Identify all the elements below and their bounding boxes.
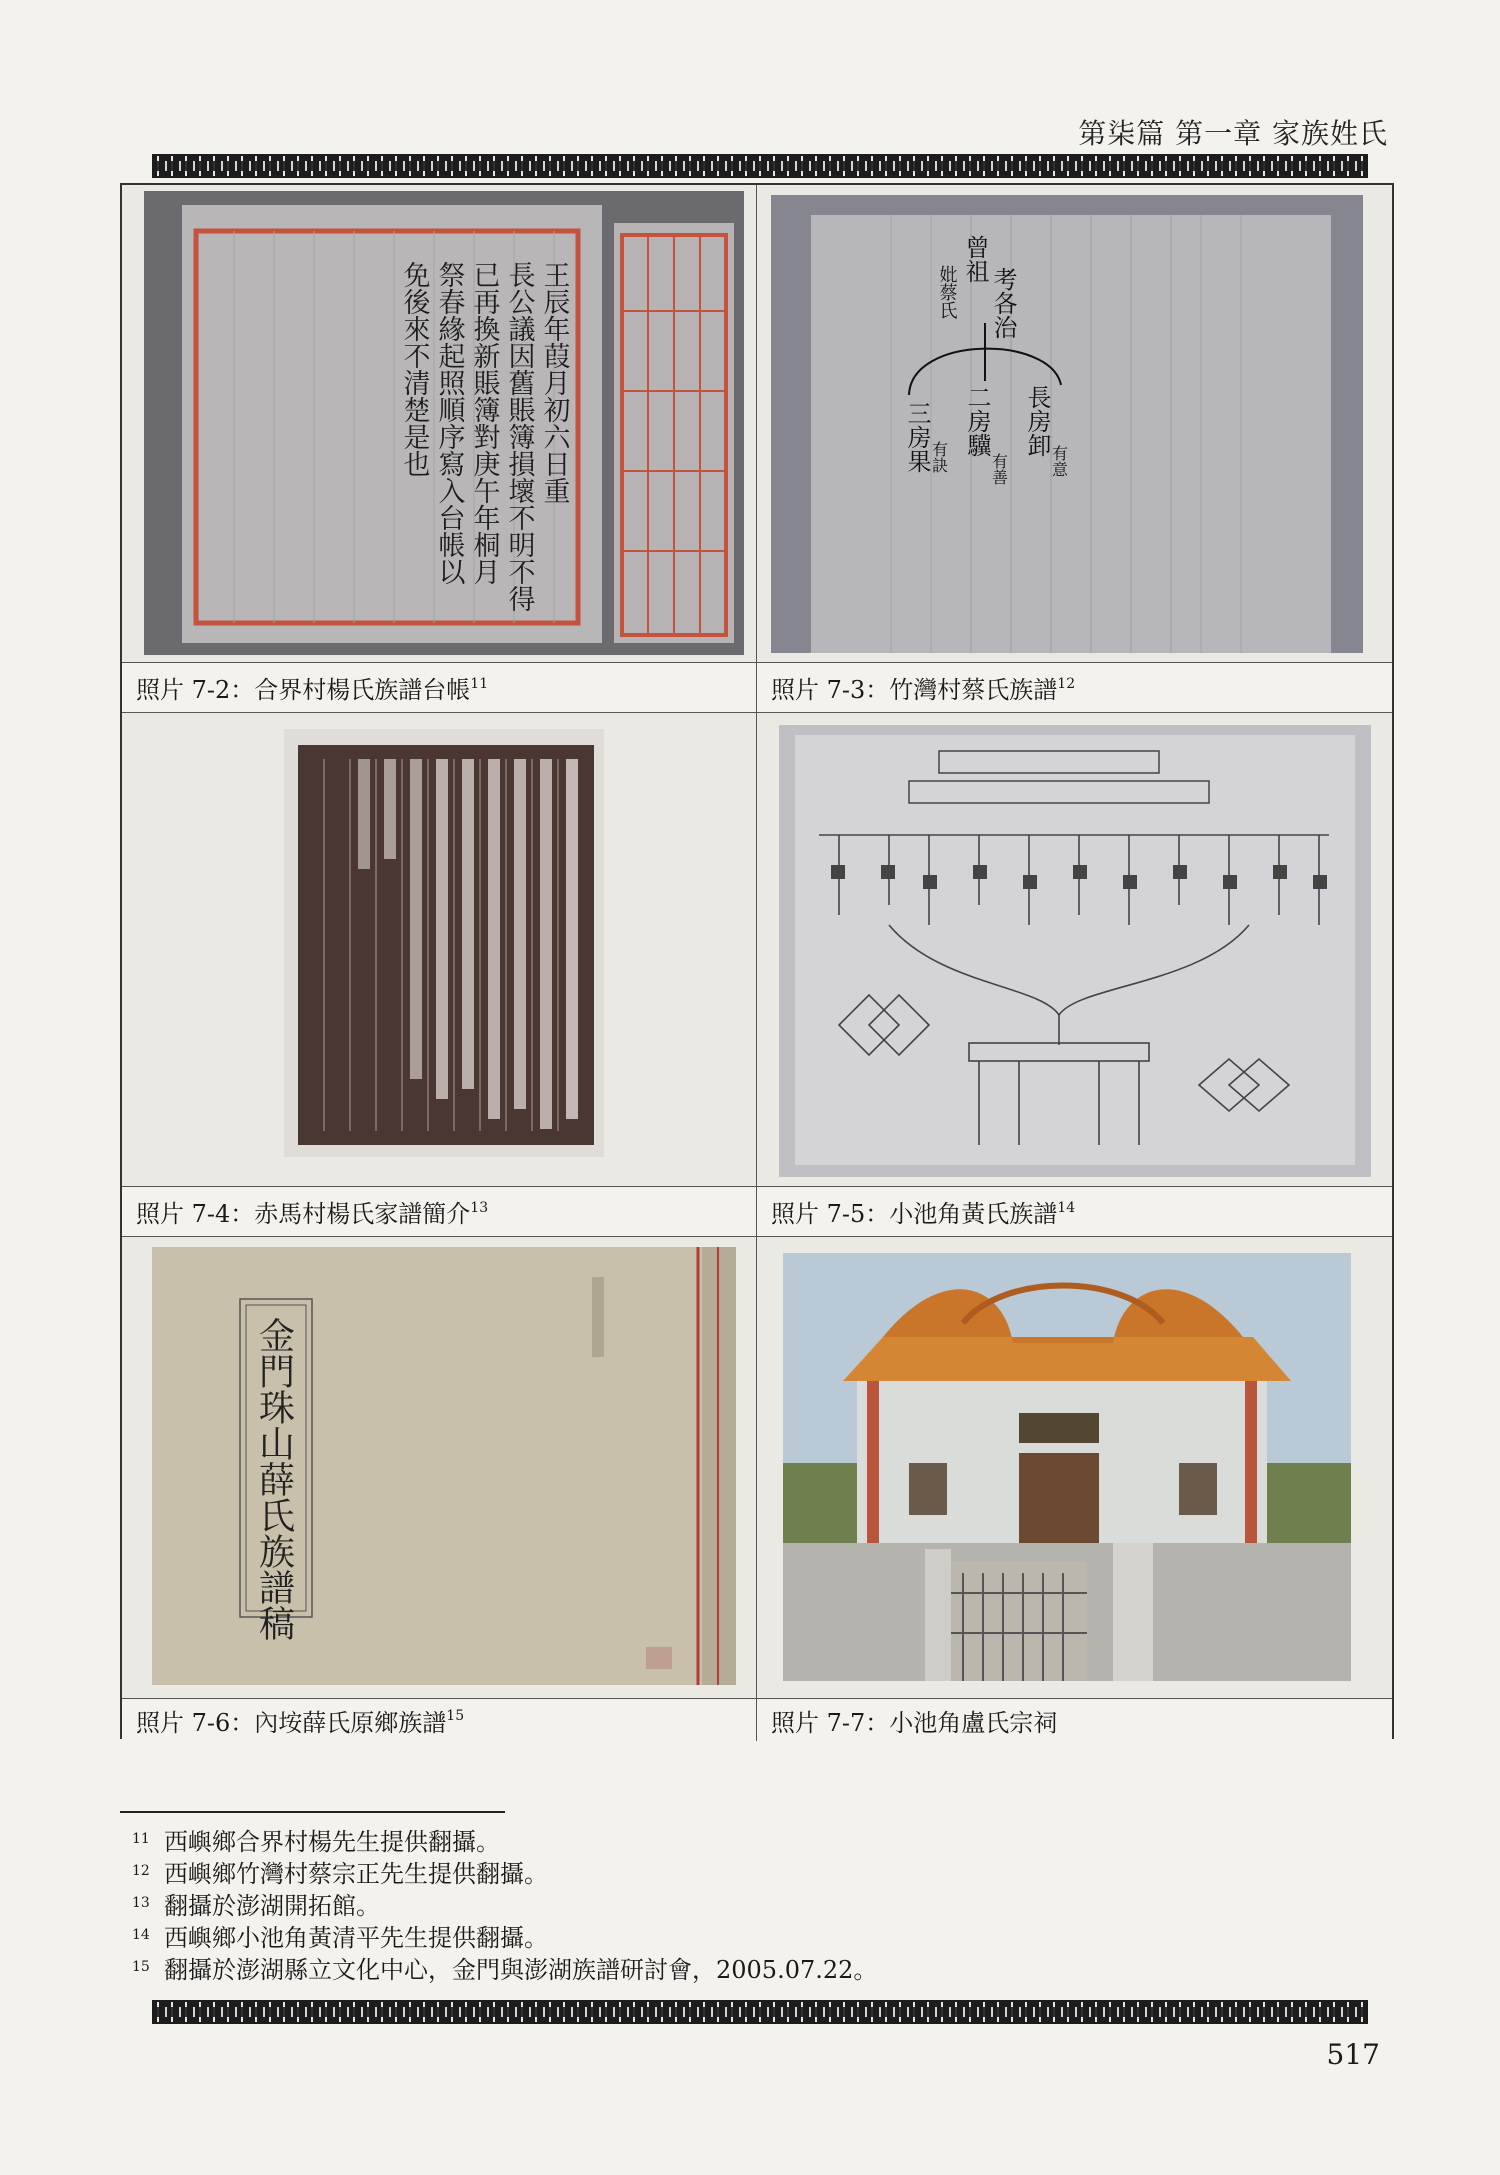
footnote-number: 12 — [132, 1863, 150, 1879]
footnote-number: 15 — [132, 1959, 150, 1975]
caption-text: 照片 7-2：合界村楊氏族譜台帳 — [136, 676, 471, 704]
bottom-fret-border — [152, 2000, 1368, 2024]
photo-7-3-label-9: 有訣 — [929, 441, 949, 473]
page-number: 517 — [1326, 2038, 1380, 2071]
top-fret-border — [152, 154, 1368, 178]
caption-7-3 — [757, 663, 1392, 713]
photo-7-4-image — [284, 729, 604, 1157]
caption-7-7 — [757, 1699, 1392, 1741]
footnote — [132, 1890, 877, 1922]
footnote-text: 西嶼鄉竹灣村蔡宗正先生提供翻攝。 — [164, 1860, 548, 1888]
chapter-header: 第柒篇 第一章 家族姓氏 — [1078, 117, 1388, 150]
photo-7-3-label-6: 二房驥 — [963, 385, 991, 457]
caption-footnote-ref: 15 — [446, 1708, 465, 1724]
photo-cell — [757, 1237, 1392, 1699]
caption-footnote-ref: 13 — [470, 1199, 489, 1216]
photo-7-3-label-8: 三房果 — [903, 401, 931, 473]
caption-footnote-ref: 14 — [1057, 1199, 1076, 1216]
footnote-text: 西嶼鄉小池角黃清平先生提供翻攝。 — [164, 1924, 548, 1952]
footnote — [132, 1858, 877, 1890]
footnote-number: 14 — [132, 1927, 150, 1943]
photo-7-3-label-7: 有善 — [989, 453, 1009, 485]
photo-7-6-image — [152, 1247, 736, 1685]
footnote — [132, 1826, 877, 1858]
footnote-number: 11 — [132, 1831, 150, 1847]
photo-7-2-line-1: 王辰年葭月初六日重 — [538, 261, 570, 504]
caption-text: 照片 7-7：小池角盧氏宗祠 — [771, 1708, 1058, 1737]
photo-cell — [122, 713, 757, 1187]
caption-7-5 — [757, 1187, 1392, 1237]
photo-7-3-image — [771, 195, 1363, 653]
caption-footnote-ref: 12 — [1057, 675, 1076, 692]
photo-7-3-label-3: 妣蔡氏 — [936, 265, 958, 319]
photo-cell — [757, 185, 1392, 663]
caption-text: 照片 7-6：內垵薛氏原鄉族譜 — [136, 1708, 447, 1737]
photo-7-2-image — [144, 191, 744, 655]
caption-footnote-ref: 11 — [470, 675, 489, 692]
photo-7-3-label-1: 曾祖 — [961, 235, 989, 283]
footnotes — [132, 1826, 877, 1986]
caption-7-6 — [122, 1699, 757, 1741]
photo-7-3-label-4: 長房卸 — [1023, 385, 1051, 457]
photo-7-2-line-4: 祭春緣起照順序寫入台帳以 — [433, 261, 465, 585]
footnote-number: 13 — [132, 1895, 150, 1911]
photo-cell — [757, 713, 1392, 1187]
footnote — [132, 1954, 877, 1986]
caption-text: 照片 7-5：小池角黃氏族譜 — [771, 1200, 1058, 1228]
caption-text: 照片 7-3：竹灣村蔡氏族譜 — [771, 676, 1058, 704]
photo-cell — [122, 1237, 757, 1699]
caption-text: 照片 7-4：赤馬村楊氏家譜簡介 — [136, 1200, 471, 1228]
photo-7-3-label-2: 考各治 — [989, 267, 1017, 339]
footnote-text: 翻攝於澎湖開拓館。 — [164, 1892, 380, 1920]
photo-7-2-line-2: 長公議因舊賬簿損壞不明不得 — [503, 261, 535, 612]
photo-7-3-label-5: 有意 — [1049, 445, 1069, 477]
footnote-text: 西嶼鄉合界村楊先生提供翻攝。 — [164, 1828, 500, 1856]
photo-7-2-line-5: 免後來不清楚是也 — [398, 261, 430, 477]
caption-7-2 — [122, 663, 757, 713]
photo-table — [120, 183, 1394, 1739]
photo-7-2-line-3: 已再換新賬簿對庚午年桐月 — [468, 261, 500, 585]
photo-cell — [122, 185, 757, 663]
photo-7-7-image — [783, 1253, 1351, 1681]
footnote — [132, 1922, 877, 1954]
photo-7-6-title: 金門珠山薛氏族譜稿 — [253, 1317, 295, 1641]
footnote-text: 翻攝於澎湖縣立文化中心，金門與澎湖族譜研討會，2005.07.22。 — [164, 1956, 878, 1984]
footnote-rule — [120, 1811, 505, 1813]
photo-7-5-image — [779, 725, 1371, 1177]
caption-7-4 — [122, 1187, 757, 1237]
